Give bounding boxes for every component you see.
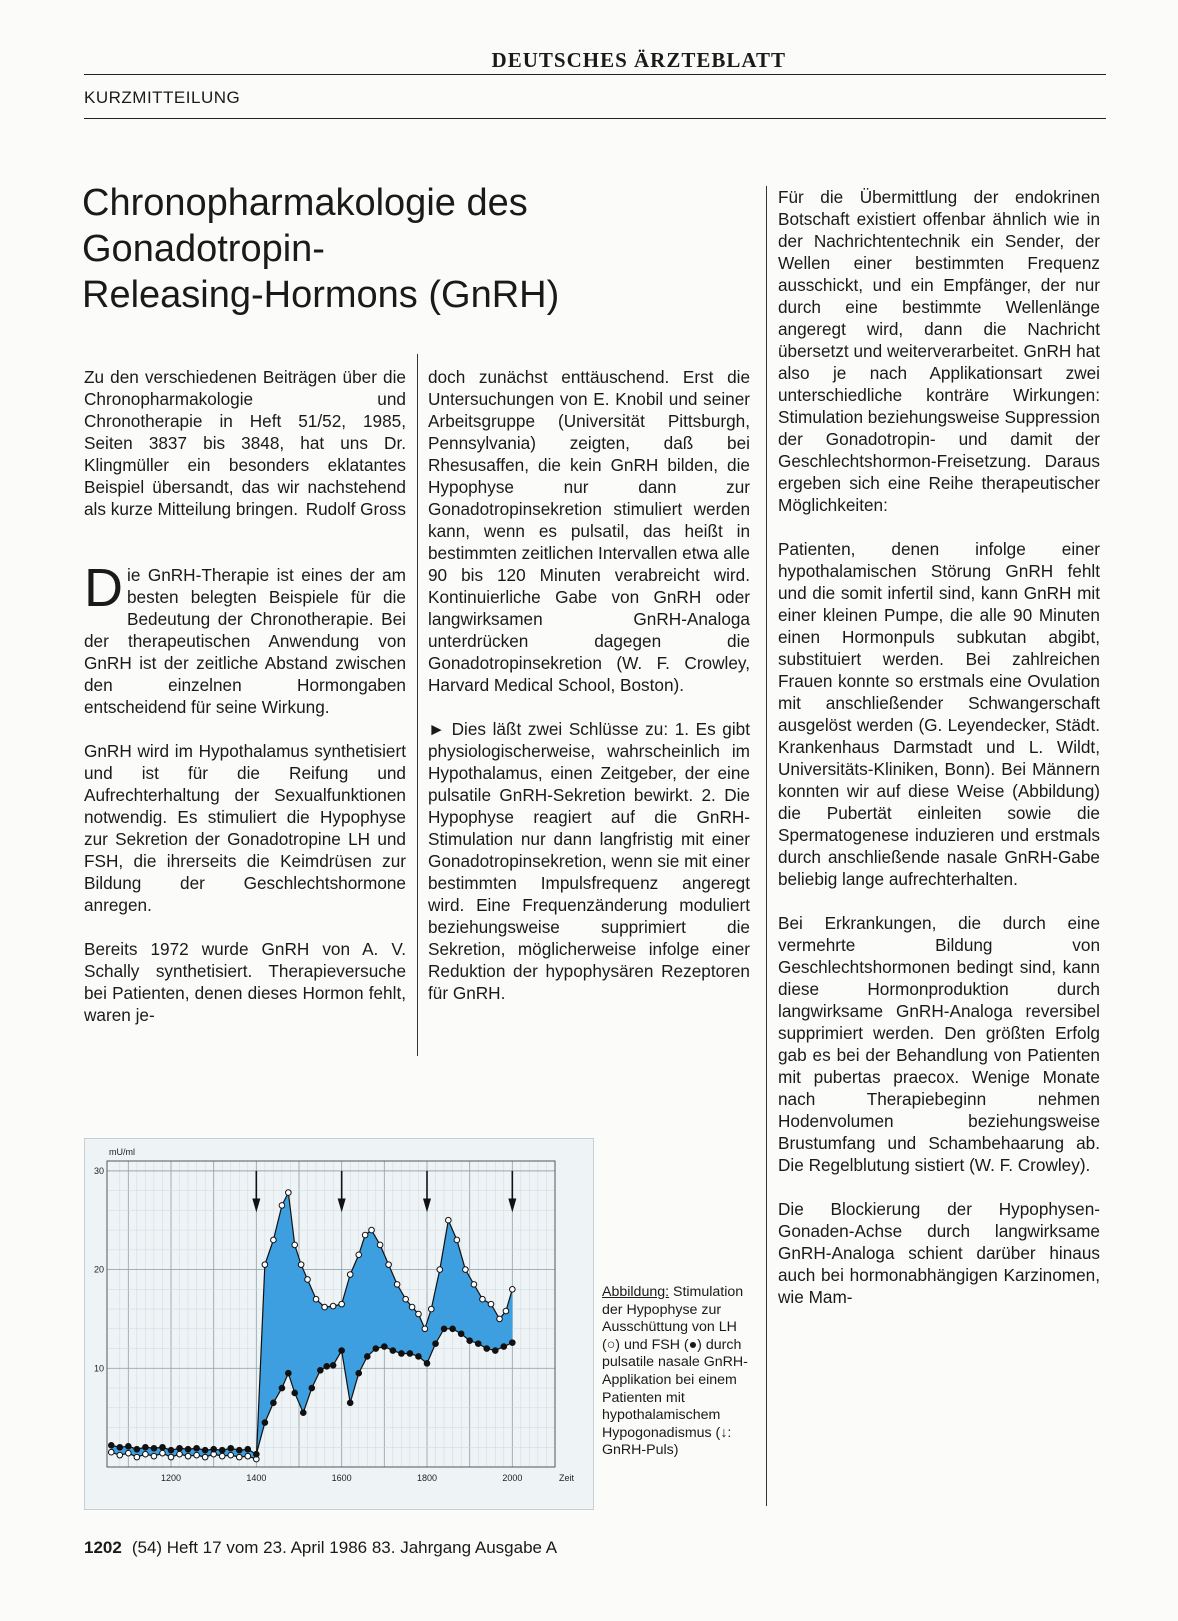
data-point-lh <box>330 1303 336 1309</box>
x-tick-label: 2000 <box>502 1473 523 1483</box>
data-point-fsh <box>160 1444 166 1450</box>
data-point-fsh <box>309 1385 315 1391</box>
data-point-lh <box>347 1272 353 1278</box>
data-point-lh <box>369 1227 375 1233</box>
paragraph-3: Bereits 1972 wurde GnRH von A. V. Schally synthetisiert. Therapieversuche bei Patienten, denen dieses Hormon fehlt, waren je- <box>84 939 406 1025</box>
data-point-fsh <box>292 1390 298 1396</box>
data-point-fsh <box>501 1344 507 1350</box>
data-point-fsh <box>254 1451 260 1457</box>
paragraph-5: ► Dies läßt zwei Schlüsse zu: 1. Es gibt physiologischerweise, wahrscheinlich im Hypothalamus, einen Zeitgeber, der eine pulsatile GnRH-Sekretion bewirkt. 2. Die Hypophyse reagiert auf die GnRH-Stimulation nur dann langfristig mit einer Gonadotropinsekretion, wenn sie mit einer bestimmten Impulsfrequenz angeregt wird. Eine Frequenzänderung moduliert beziehungsweise supprimiert die Sekretion, möglicherweise infolge einer Reduktion der hypophysären Rezeptoren für GnRH. <box>428 719 750 1003</box>
data-point-fsh <box>356 1370 362 1376</box>
data-point-lh <box>108 1449 114 1455</box>
data-point-fsh <box>330 1363 336 1369</box>
data-point-fsh <box>245 1446 251 1452</box>
footer-info: (54) Heft 17 vom 23. April 1986 83. Jahrgang Ausgabe A <box>131 1538 558 1557</box>
data-point-fsh <box>168 1447 174 1453</box>
paragraph-4: doch zunächst enttäuschend. Erst die Untersuchungen von E. Knobil und seiner Arbeitsgruppe (Universität Pittsburgh, Pennsylvania) zeigten, daß bei Rhesusaffen, die kein GnRH bilden, die Hypophyse nur dann zur Gonadotropinsekretion stimuliert werden kann, wenn es pulsatil, das heißt in bestimmten zeitlichen Intervallen etwa alle 90 bis 120 Minuten verabreicht wird. Kontinuierliche Gabe von GnRH oder langwirksamen GnRH-Analoga unterdrücken dagegen die Gonadotropinsekretion (W. F. Crowley, Harvard Medical School, Boston). <box>428 367 750 695</box>
paragraph-9: Die Blockierung der Hypophysen-Gonaden-Achse durch langwirksame GnRH-Analoga schient darüber hinaus auch bei hormonabhängigen Karzinomen, wie Mam- <box>778 1199 1100 1307</box>
data-point-fsh <box>194 1445 200 1451</box>
page-number: 1202 <box>84 1538 122 1557</box>
paragraph-6: Für die Übermittlung der endokrinen Botschaft existiert offenbar ähnlich wie in der Nachrichtentechnik ein Sender, der Wellen einer bestimmten Frequenz ausschickt, und ein Empfänger, der nur durch eine bestimmte Wellenlänge angeregt wird, dann die Nachricht übersetzt und weiterverarbeitet. GnRH hat also je nach Applikationsart zwei unterschiedliche konträre Wirkungen: Stimulation beziehungsweise Suppression der Gonadotropin- und damit der Geschlechtshormon-Freisetzung. Daraus ergeben sich eine Reihe therapeutischer Möglichkeiten: <box>778 187 1100 515</box>
data-point-lh <box>262 1262 268 1268</box>
data-point-lh <box>271 1237 277 1243</box>
data-point-fsh <box>228 1445 234 1451</box>
intro-author: Rudolf Gross <box>305 499 406 519</box>
data-point-lh <box>471 1282 477 1288</box>
data-point-fsh <box>416 1354 422 1360</box>
column-1 <box>84 366 406 1048</box>
data-point-fsh <box>236 1447 242 1453</box>
data-point-lh <box>202 1454 208 1460</box>
data-point-lh <box>362 1232 368 1238</box>
x-tick-label: 1600 <box>331 1473 352 1483</box>
data-point-fsh <box>510 1340 516 1346</box>
data-point-lh <box>292 1242 298 1248</box>
data-point-fsh <box>424 1361 430 1367</box>
data-point-lh <box>446 1217 452 1223</box>
data-point-lh <box>503 1308 509 1314</box>
data-point-fsh <box>450 1326 456 1332</box>
data-point-lh <box>279 1203 285 1209</box>
data-point-lh <box>143 1451 149 1457</box>
column-divider-2 <box>766 186 767 1506</box>
data-point-fsh <box>399 1351 405 1357</box>
data-point-fsh <box>458 1331 464 1337</box>
data-point-fsh <box>219 1447 225 1453</box>
data-point-lh <box>298 1262 304 1268</box>
y-axis-label: mU/ml <box>109 1147 135 1157</box>
drop-cap: D <box>84 558 123 618</box>
data-point-lh <box>322 1304 328 1310</box>
data-point-fsh <box>300 1410 306 1416</box>
intro-paragraph <box>84 366 406 520</box>
y-tick-label: 20 <box>93 1264 104 1275</box>
data-point-fsh <box>202 1447 208 1453</box>
data-point-fsh <box>279 1385 285 1391</box>
data-point-lh <box>168 1454 174 1460</box>
data-point-fsh <box>390 1348 396 1354</box>
data-point-lh <box>403 1296 409 1302</box>
data-point-fsh <box>324 1364 330 1370</box>
data-point-lh <box>185 1453 191 1459</box>
title-line-2: Gonadotropin- <box>82 228 325 270</box>
data-point-fsh <box>407 1351 413 1357</box>
caption-label: Abbildung: <box>602 1284 670 1300</box>
section-label: KURZMITTEILUNG <box>84 88 241 107</box>
column-2 <box>428 366 750 1026</box>
data-point-fsh <box>382 1344 388 1350</box>
spacer <box>84 542 406 564</box>
data-point-lh <box>454 1237 460 1243</box>
data-point-fsh <box>339 1348 345 1354</box>
caption-text: Stimulation der Hypophyse zur Ausschüttung von LH (○) und FSH (●) durch pulsatile nasale GnRH-Applikation bei einem Patienten mit hypothalamischem Hypogonadismus (↓: GnRH-Puls) <box>602 1284 748 1459</box>
paragraph-2: GnRH wird im Hypothalamus synthetisiert und ist für die Reifung und Aufrechterhaltung der Sexualfunktionen notwendig. Es stimuliert die Hypophyse zur Sekretion der Gonadotropine LH und FSH, die ihrerseits die Keimdrüsen zur Bildung der Geschlechtshormone anregen. <box>84 741 406 915</box>
data-point-lh <box>356 1252 362 1258</box>
data-point-lh <box>416 1311 422 1317</box>
paragraph-7: Patienten, denen infolge einer hypothalamischen Störung GnRH fehlt und die somit infertil sind, kann GnRH mit einer kleinen Pumpe, die alle 90 Minuten einen Hormonpuls subkutan abgibt, substituiert werden. Bei zahlreichen Frauen konnte so erstmals eine Ovulation mit anschließender Schwangerschaft ausgelöst werden (G. Leyendecker, Städt. Krankenhaus Darmstadt und L. Wildt, Universitäts-Kliniken, Bonn). Bei Männern konnten wir auf diese Weise (Abbildung) die Pubertät einleiten sowie die Spermatogenese induzieren und erstmals durch anschließende nasale GnRH-Gabe beliebig lange aufrechterhalten. <box>778 539 1100 889</box>
column-divider-1 <box>417 354 418 1056</box>
data-point-lh <box>177 1451 183 1457</box>
data-point-lh <box>245 1453 251 1459</box>
data-point-fsh <box>262 1420 268 1426</box>
x-axis-label: Zeit <box>559 1473 575 1483</box>
data-point-lh <box>422 1326 428 1332</box>
data-point-lh <box>160 1450 166 1456</box>
data-point-fsh <box>271 1400 277 1406</box>
data-point-fsh <box>373 1346 379 1352</box>
data-point-fsh <box>117 1444 123 1450</box>
x-tick-label: 1200 <box>160 1473 182 1483</box>
data-point-lh <box>305 1277 311 1283</box>
data-point-fsh <box>441 1326 447 1332</box>
data-point-lh <box>463 1267 469 1273</box>
x-tick-label: 1800 <box>416 1473 438 1483</box>
data-point-fsh <box>177 1445 183 1451</box>
data-point-fsh <box>475 1341 481 1347</box>
title-line-1: Chronopharmakologie des <box>82 182 528 224</box>
data-point-lh <box>236 1454 242 1460</box>
hormone-chart <box>85 1139 593 1509</box>
data-point-lh <box>286 1190 292 1196</box>
header-rule-bottom <box>84 118 1106 119</box>
page-footer <box>84 1538 557 1558</box>
data-point-lh <box>194 1452 200 1458</box>
journal-title: DEUTSCHES ÄRZTEBLATT <box>491 48 786 72</box>
data-point-lh <box>117 1452 123 1458</box>
data-point-fsh <box>492 1348 498 1354</box>
data-point-lh <box>428 1306 434 1312</box>
paragraph-1 <box>84 558 406 718</box>
data-point-lh <box>228 1452 234 1458</box>
data-point-fsh <box>467 1338 473 1344</box>
data-point-fsh <box>126 1443 132 1449</box>
data-point-fsh <box>484 1346 490 1352</box>
data-point-lh <box>313 1296 319 1302</box>
y-tick-label: 10 <box>93 1363 104 1374</box>
data-point-lh <box>339 1301 345 1307</box>
column-3 <box>778 186 1100 1330</box>
data-point-fsh <box>286 1370 292 1376</box>
data-point-lh <box>437 1267 443 1273</box>
data-point-lh <box>497 1316 503 1322</box>
data-point-fsh <box>318 1367 324 1373</box>
header-rule-top <box>84 74 1106 75</box>
data-point-lh <box>151 1453 157 1459</box>
paragraph-8: Bei Erkrankungen, die durch eine vermehrte Bildung von Geschlechtshormonen bedingt sind, kann diese Hormonproduktion durch langwirksame GnRH-Analoga reversibel supprimiert werden. Den größten Erfolg gab es bei der Behandlung von Patienten mit pubertas praecox. Wenige Monate nach Therapiebeginn nehmen Hodenvolumen beziehungsweise Brustumfang und Schambehaarung ab. Die Regelblutung sistiert (W. F. Crowley). <box>778 913 1100 1175</box>
title-line-3: Releasing-Hormons (GnRH) <box>82 274 560 316</box>
y-tick-label: 30 <box>93 1165 104 1176</box>
data-point-lh <box>377 1242 383 1248</box>
data-point-fsh <box>143 1444 149 1450</box>
paragraph-1-text: ie GnRH-Therapie ist eines der am besten belegten Beispiele für die Bedeutung der Chronotherapie. Bei der therapeutischen Anwendung von GnRH ist der zeitliche Abstand zwischen den einzelnen Hormongaben entscheidend für seine Wirkung. <box>84 565 406 717</box>
data-point-lh <box>126 1450 132 1456</box>
article-title <box>82 180 722 318</box>
figure-caption <box>602 1284 752 1460</box>
data-point-fsh <box>108 1442 114 1448</box>
data-point-fsh <box>185 1446 191 1452</box>
data-point-lh <box>409 1304 415 1310</box>
data-point-fsh <box>347 1400 353 1406</box>
data-point-lh <box>134 1454 140 1460</box>
data-point-lh <box>510 1287 516 1293</box>
data-point-fsh <box>433 1341 439 1347</box>
data-point-lh <box>480 1296 486 1302</box>
x-tick-label: 1400 <box>246 1473 267 1483</box>
data-point-fsh <box>151 1445 157 1451</box>
data-point-fsh <box>364 1354 370 1360</box>
data-point-lh <box>488 1301 494 1307</box>
data-point-lh <box>394 1282 400 1288</box>
data-point-fsh <box>134 1446 140 1452</box>
data-point-fsh <box>211 1446 217 1452</box>
data-point-lh <box>386 1262 392 1268</box>
intro-text: Zu den verschiedenen Beiträgen über die Chronopharmakologie und Chronotherapie in Heft 51/52, 1985, Seiten 3837 bis 3848, hat uns Dr. Klingmüller ein besonders eklatantes Beispiel übersandt, das wir nachstehend als kurze Mitteilung bringen. <box>84 367 406 519</box>
data-point-lh <box>219 1453 225 1459</box>
figure-chart <box>84 1138 594 1510</box>
